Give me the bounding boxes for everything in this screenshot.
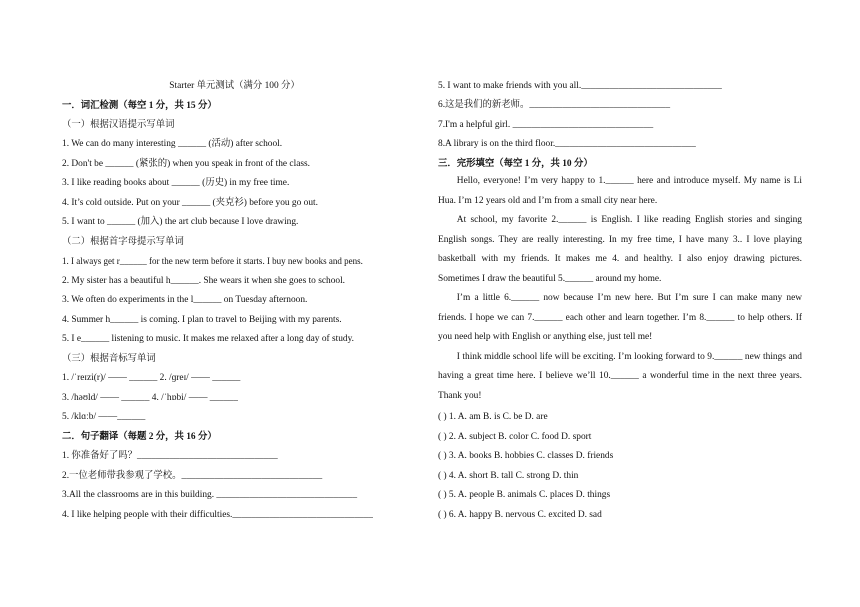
cloze-paragraph: At school, my favorite 2.______ is English. I like reading English stories and singing English songs. They are really interesting. In my free time, I have many 3.. I love playing basketball with my friends. It makes me 4. and healthy. I also enjoy drawing pictures. Sometimes I draw the beautiful 5.______ around my home. bbox=[438, 215, 802, 284]
section-heading: 二．句子翻译（每题 2 分，共 16 分） bbox=[62, 432, 217, 442]
subsection-heading: （一）根据汉语提示写单词 bbox=[62, 120, 175, 130]
question-line: 4. It’s cold outside. Put on your ______ (夹克衫) before you go out. bbox=[62, 198, 318, 208]
question-line: 3.All the classrooms are in this building. ______________________________ bbox=[62, 490, 358, 500]
question-line: 3. I like reading books about ______ (历史) in my free time. bbox=[62, 178, 290, 188]
question-line: 1. 你准备好了吗？______________________________ bbox=[62, 451, 278, 461]
option-line: ( ) 3. A. books B. hobbies C. classes D. friends bbox=[438, 451, 614, 461]
question-line: 6.这是我们的新老师。______________________________ bbox=[438, 100, 671, 110]
question-line: 3. /həʊld/ —— ______ 4. /ˈhɒbi/ —— ______ bbox=[62, 393, 238, 403]
question-line: 2. Don't be ______ (紧张的) when you speak in front of the class. bbox=[62, 159, 310, 169]
option-line: ( ) 1. A. am B. is C. be D. are bbox=[438, 412, 548, 422]
question-line: 1. We can do many interesting ______ (活动) after school. bbox=[62, 139, 283, 149]
subsection-heading: （三）根据音标写单词 bbox=[62, 354, 156, 364]
option-line: ( ) 6. A. happy B. nervous C. excited D. sad bbox=[438, 510, 602, 520]
question-line: 2.一位老师带我参观了学校。______________________________ bbox=[62, 471, 323, 481]
question-line: 7.I'm a helpful girl. ______________________________ bbox=[438, 120, 654, 130]
question-line: 1. /ˈreɪzi(r)/ —— ______ 2. /ɡreɪ/ —— ______ bbox=[62, 373, 241, 383]
test-title: Starter 单元测试（满分 100 分） bbox=[169, 81, 300, 91]
question-line: 4. Summer h______ is coming. I plan to travel to Beijing with my parents. bbox=[62, 315, 342, 325]
option-line: ( ) 4. A. short B. tall C. strong D. thin bbox=[438, 471, 579, 481]
question-line: 5. /klɑːb/ ——______ bbox=[62, 412, 146, 422]
question-line: 5. I want to ______ (加入) the art club because I love drawing. bbox=[62, 217, 299, 227]
question-line: 2. My sister has a beautiful h______. She wears it when she goes to school. bbox=[62, 276, 346, 286]
question-line: 8.A library is on the third floor.______________________________ bbox=[438, 139, 696, 149]
option-line: ( ) 5. A. people B. animals C. places D. things bbox=[438, 490, 611, 500]
question-line: 3. We often do experiments in the l______ on Tuesday afternoon. bbox=[62, 295, 308, 305]
question-line: 5. I want to make friends with you all.______________________________ bbox=[438, 81, 722, 91]
cloze-passage bbox=[438, 172, 802, 406]
question-line: 1. I always get r______ for the new term before it starts. I buy new books and pens. bbox=[62, 256, 363, 266]
cloze-paragraph: I’m a little 6.______ now because I’m new here. But I’m sure I can make many new friends. I hope we can 7.______ each other and learn together. I’m 8.______ to help others. If you need help with English or anything else, just tell me! bbox=[438, 293, 802, 342]
question-line: 4. I like helping people with their difficulties.______________________________ bbox=[62, 510, 373, 520]
section-heading: 三．完形填空（每空 1 分，共 10 分） bbox=[438, 159, 593, 169]
subsection-heading: （二）根据首字母提示写单词 bbox=[62, 237, 184, 247]
cloze-paragraph: I think middle school life will be exciting. I’m looking forward to 9.______ new things and having a great time here. I believe we’ll 10.______ a wonderful time in the next three years. Thank you! bbox=[438, 351, 802, 401]
cloze-paragraph: Hello, everyone! I’m very happy to 1.______ here and introduce myself. My name is Li Hua. I’m 12 years old and I’m from a small city near here. bbox=[438, 176, 802, 206]
section-heading: 一．词汇检测（每空 1 分，共 15 分） bbox=[62, 101, 217, 111]
question-line: 5. I e______ listening to music. It makes me relaxed after a long day of study. bbox=[62, 334, 355, 344]
option-line: ( ) 2. A. subject B. color C. food D. sport bbox=[438, 432, 592, 442]
